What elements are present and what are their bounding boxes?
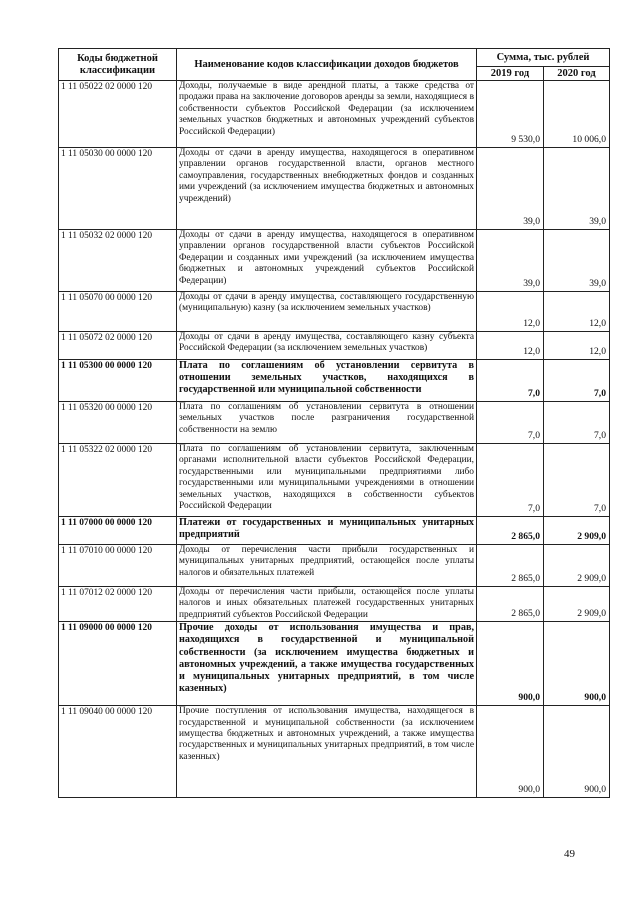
table-row bbox=[59, 622, 610, 706]
page-number: 49 bbox=[564, 848, 575, 860]
row-code: 1 11 05070 00 0000 120 bbox=[59, 292, 177, 332]
row-name: Доходы от сдачи в аренду имущества, составляющего казну субъекта Российской Федерации (за исключением земельных участков) bbox=[177, 332, 477, 360]
row-value-2020: 7,0 bbox=[544, 360, 610, 402]
row-name: Доходы от перечисления части прибыли, остающейся после уплаты налогов и иных обязательных платежей государственных унитарных предприятий субъектов Российской Федерации bbox=[177, 587, 477, 622]
header-year-2019: 2019 год bbox=[477, 67, 544, 81]
row-value-2020: 7,0 bbox=[544, 402, 610, 444]
row-value-2019: 39,0 bbox=[477, 148, 544, 230]
row-value-2019: 900,0 bbox=[477, 622, 544, 706]
table-row bbox=[59, 292, 610, 332]
row-code: 1 11 05072 02 0000 120 bbox=[59, 332, 177, 360]
header-sum: Сумма, тыс. рублей bbox=[477, 49, 610, 67]
row-code: 1 11 07010 00 0000 120 bbox=[59, 545, 177, 587]
row-name: Плата по соглашениям об установлении сервитута в отношении земельных участков после разграничения государственной собственности на землю bbox=[177, 402, 477, 444]
header-name: Наименование кодов классификации доходов бюджетов bbox=[177, 49, 477, 81]
row-value-2019: 2 865,0 bbox=[477, 517, 544, 545]
row-name: Прочие поступления от использования имущества, находящегося в государственной и муниципальной собственности (за исключением имущества бюджетных и автономных учреждений, а также имущества государственных и муниципальных унитарных предприятий, в том числе казенных) bbox=[177, 706, 477, 798]
row-value-2020: 900,0 bbox=[544, 622, 610, 706]
table-row bbox=[59, 360, 610, 402]
row-value-2020: 39,0 bbox=[544, 148, 610, 230]
table-row bbox=[59, 402, 610, 444]
row-name: Платежи от государственных и муниципальных унитарных предприятий bbox=[177, 517, 477, 545]
row-name: Плата по соглашениям об установлении сервитута, заключенным органами исполнительной власти субъектов Российской Федерации, государственными или муниципальными предприятиями либо государственными или муниципальными учреждениями в отношении земельных участков, находящихся в собственности субъектов Российской Федерации bbox=[177, 444, 477, 517]
row-code: 1 11 05320 00 0000 120 bbox=[59, 402, 177, 444]
table-row bbox=[59, 587, 610, 622]
row-name: Плата по соглашениям об установлении сервитута в отношении земельных участков, находящихся в государственной или муниципальной собственности bbox=[177, 360, 477, 402]
row-value-2019: 12,0 bbox=[477, 292, 544, 332]
row-code: 1 11 07000 00 0000 120 bbox=[59, 517, 177, 545]
row-name: Доходы от сдачи в аренду имущества, находящегося в оперативном управлении органов государственной власти субъектов Российской Федерации и созданных ими учреждений (за исключением имущества бюджетных и автономных учреждений субъектов Российской Федерации) bbox=[177, 230, 477, 292]
row-value-2020: 900,0 bbox=[544, 706, 610, 798]
row-name: Доходы от сдачи в аренду имущества, находящегося в оперативном управлении органов государственной власти, органов местного самоуправления, государственных внебюджетных фондов и созданных ими учреждений (за исключением имущества бюджетных и автономных учреждений) bbox=[177, 148, 477, 230]
table-row bbox=[59, 230, 610, 292]
row-code: 1 11 05032 02 0000 120 bbox=[59, 230, 177, 292]
row-value-2020: 2 909,0 bbox=[544, 587, 610, 622]
row-value-2019: 2 865,0 bbox=[477, 587, 544, 622]
table-row bbox=[59, 444, 610, 517]
row-code: 1 11 07012 02 0000 120 bbox=[59, 587, 177, 622]
row-value-2019: 39,0 bbox=[477, 230, 544, 292]
row-value-2020: 12,0 bbox=[544, 332, 610, 360]
table-row bbox=[59, 545, 610, 587]
document-page bbox=[58, 48, 609, 798]
row-name: Доходы, получаемые в виде арендной платы, а также средства от продажи права на заключение договоров аренды за земли, находящиеся в собственности субъектов Российской Федерации (за исключением земельных участков бюджетных и автономных учреждений субъектов Российской Федерации) bbox=[177, 81, 477, 148]
row-name: Доходы от сдачи в аренду имущества, составляющего государственную (муниципальную) казну (за исключением земельных участков) bbox=[177, 292, 477, 332]
row-name: Доходы от перечисления части прибыли государственных и муниципальных унитарных предприятий, остающейся после уплаты налогов и обязательных платежей bbox=[177, 545, 477, 587]
table-row bbox=[59, 81, 610, 148]
header-year-2020: 2020 год bbox=[544, 67, 610, 81]
row-code: 1 11 05030 00 0000 120 bbox=[59, 148, 177, 230]
row-value-2020: 2 909,0 bbox=[544, 545, 610, 587]
row-code: 1 11 05022 02 0000 120 bbox=[59, 81, 177, 148]
table-row bbox=[59, 332, 610, 360]
budget-revenue-table bbox=[58, 48, 610, 798]
row-value-2019: 9 530,0 bbox=[477, 81, 544, 148]
row-value-2019: 900,0 bbox=[477, 706, 544, 798]
table-row bbox=[59, 148, 610, 230]
table-row bbox=[59, 517, 610, 545]
row-value-2020: 10 006,0 bbox=[544, 81, 610, 148]
row-code: 1 11 09040 00 0000 120 bbox=[59, 706, 177, 798]
row-value-2020: 12,0 bbox=[544, 292, 610, 332]
row-code: 1 11 05300 00 0000 120 bbox=[59, 360, 177, 402]
row-value-2020: 39,0 bbox=[544, 230, 610, 292]
row-value-2019: 2 865,0 bbox=[477, 545, 544, 587]
row-value-2020: 7,0 bbox=[544, 444, 610, 517]
row-code: 1 11 09000 00 0000 120 bbox=[59, 622, 177, 706]
row-value-2020: 2 909,0 bbox=[544, 517, 610, 545]
row-value-2019: 7,0 bbox=[477, 402, 544, 444]
row-value-2019: 7,0 bbox=[477, 444, 544, 517]
row-name: Прочие доходы от использования имущества и прав, находящихся в государственной и муниципальной собственности (за исключением имущества бюджетных и автономных учреждений, а также имущества государственных и муниципальных унитарных предприятий, в том числе казенных) bbox=[177, 622, 477, 706]
row-value-2019: 12,0 bbox=[477, 332, 544, 360]
table-row bbox=[59, 706, 610, 798]
header-code: Коды бюджетной классификации bbox=[59, 49, 177, 81]
row-code: 1 11 05322 02 0000 120 bbox=[59, 444, 177, 517]
row-value-2019: 7,0 bbox=[477, 360, 544, 402]
